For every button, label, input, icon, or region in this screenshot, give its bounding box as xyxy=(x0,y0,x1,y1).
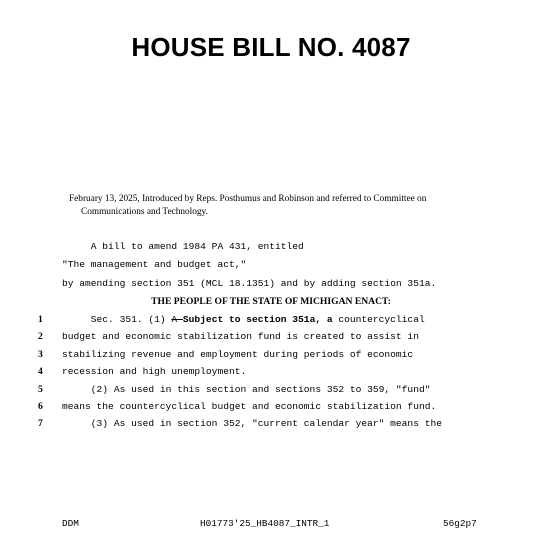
footer-version-code: 56g2p7 xyxy=(443,518,477,529)
title-line-1: A bill to amend 1984 PA 431, entitled xyxy=(62,241,304,252)
introduction-line-1: February 13, 2025, Introduced by Reps. Posthumus and Robinson and referred to Committee on xyxy=(69,194,427,204)
line-number: 2 xyxy=(38,331,43,342)
body-line xyxy=(62,314,425,325)
body-line: means the countercyclical budget and economic stabilization fund. xyxy=(62,401,437,412)
line-number: 6 xyxy=(38,401,43,412)
body-line: (3) As used in section 352, "current calendar year" means the xyxy=(62,418,442,429)
footer-document-id: H01773'25_HB4087_INTR_1 xyxy=(200,518,330,529)
enacting-clause: THE PEOPLE OF THE STATE OF MICHIGAN ENACT: xyxy=(151,296,391,307)
introduction-line-2: Communications and Technology. xyxy=(81,206,208,217)
line-number: 3 xyxy=(38,349,43,360)
inserted-text: Subject to section 351a, a xyxy=(182,314,333,325)
title-line-3: by amending section 351 (MCL 18.1351) and by adding section 351a. xyxy=(62,278,437,289)
bill-title: HOUSE BILL NO. 4087 xyxy=(131,32,411,62)
line-number: 4 xyxy=(38,366,43,377)
body-line: recession and high unemployment. xyxy=(62,366,247,377)
line-number: 5 xyxy=(38,384,43,395)
struck-text: A xyxy=(171,314,183,325)
line-text-suffix: countercyclical xyxy=(332,314,425,325)
body-line: budget and economic stabilization fund is created to assist in xyxy=(62,331,419,342)
line-number: 7 xyxy=(38,418,43,429)
body-line: (2) As used in this section and sections 352 to 359, "fund" xyxy=(62,384,431,395)
title-line-2: "The management and budget act," xyxy=(62,259,247,270)
introduction-note xyxy=(69,193,489,218)
line-number: 1 xyxy=(38,314,43,325)
footer-drafter-code: DDM xyxy=(62,518,79,529)
body-line: stabilizing revenue and employment during periods of economic xyxy=(62,349,414,360)
line-text-prefix: Sec. 351. (1) xyxy=(62,314,172,325)
